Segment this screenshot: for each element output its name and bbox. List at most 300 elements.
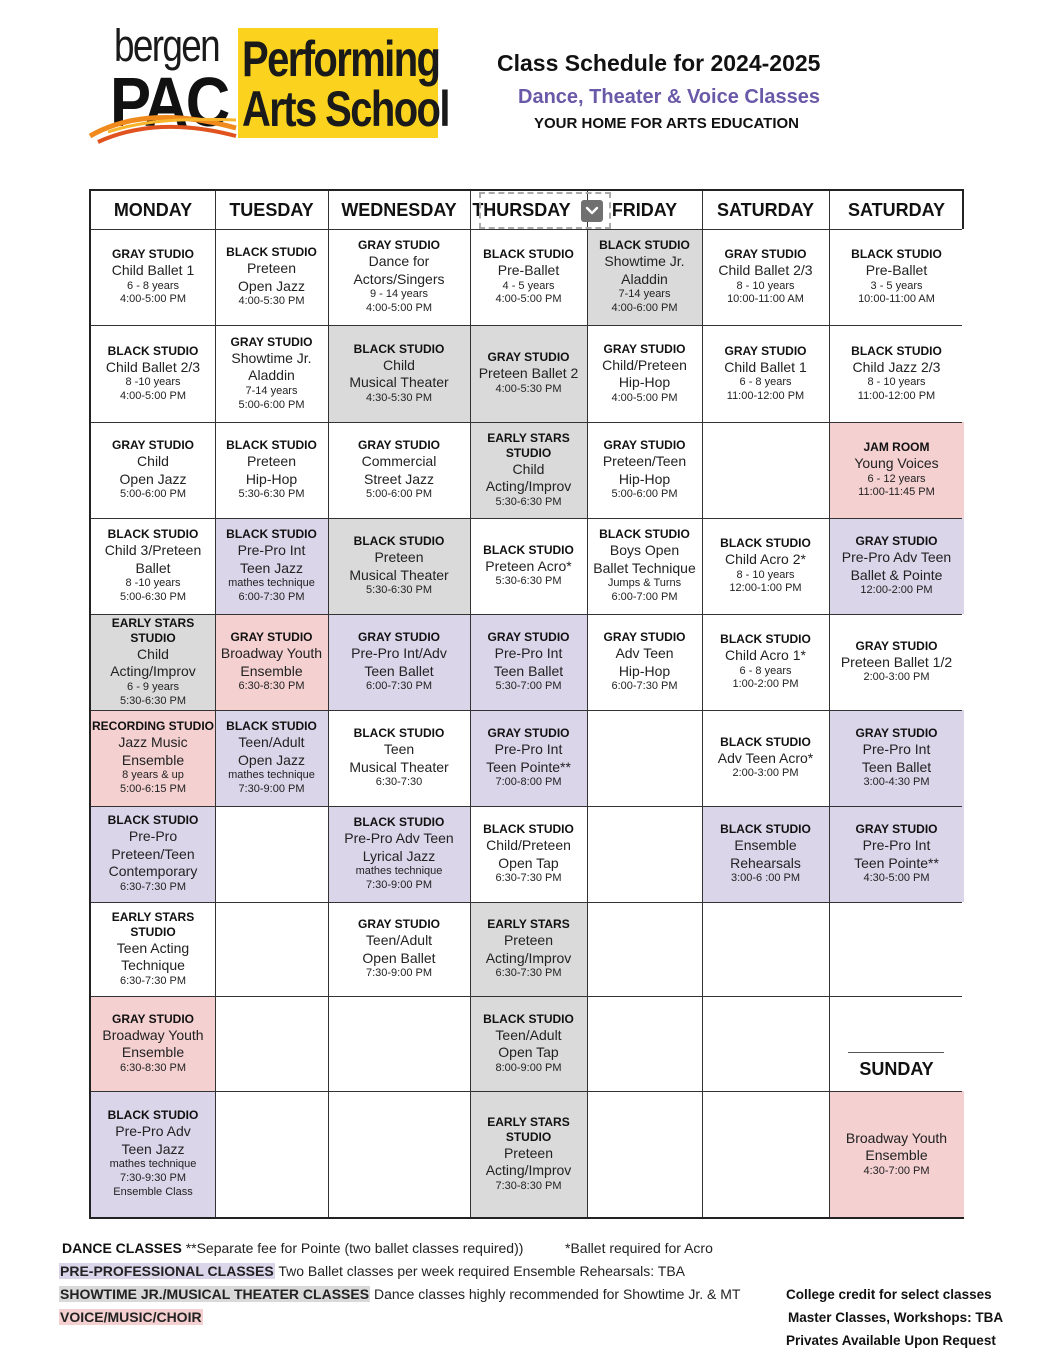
class-detail: 11:00-12:00 PM bbox=[857, 389, 936, 402]
class-detail: 8 - 10 years bbox=[736, 279, 795, 292]
class-detail: 6:00-7:30 PM bbox=[238, 591, 305, 603]
class-cell bbox=[328, 229, 470, 325]
class-detail: 6:30-8:30 PM bbox=[238, 680, 305, 693]
class-cell bbox=[702, 902, 829, 996]
studio-name: BLACK STUDIO bbox=[599, 238, 690, 253]
logo-school-line2: Arts School bbox=[242, 81, 449, 137]
class-cell bbox=[91, 1091, 215, 1217]
day-header-2 bbox=[328, 191, 470, 229]
page-subtitle: Dance, Theater & Voice Classes bbox=[518, 86, 820, 108]
class-cell bbox=[215, 614, 328, 710]
class-detail: Pre-Pro Int bbox=[494, 741, 563, 758]
class-detail: 6 - 9 years bbox=[127, 680, 179, 693]
class-detail: 6:30-7:30 PM bbox=[119, 974, 187, 987]
class-detail: Open Tap bbox=[498, 854, 559, 871]
class-cell bbox=[328, 1091, 470, 1217]
class-detail: 10:00-11:00 AM bbox=[858, 293, 935, 306]
class-detail: Pre-Ballet bbox=[497, 262, 560, 278]
class-detail: Acting/Improv bbox=[485, 1162, 572, 1179]
class-cell bbox=[829, 229, 964, 325]
grid-row-line bbox=[91, 902, 962, 903]
studio-name: BLACK STUDIO bbox=[483, 542, 574, 557]
day-label: SATURDAY bbox=[847, 199, 945, 220]
day-label: WEDNESDAY bbox=[341, 199, 457, 220]
studio-name: EARLY STARS bbox=[487, 1114, 570, 1129]
class-cell bbox=[702, 422, 829, 518]
class-cell bbox=[328, 710, 470, 806]
class-detail: Preteen Ballet 1/2 bbox=[840, 653, 953, 670]
sunday-divider bbox=[848, 1052, 944, 1053]
class-detail: 5:30-7:00 PM bbox=[495, 680, 562, 693]
class-detail: 6:30-7:30 PM bbox=[119, 880, 187, 893]
class-cell bbox=[702, 614, 829, 710]
class-detail: 5:00-6:00 PM bbox=[365, 488, 433, 501]
class-detail: Preteen bbox=[503, 932, 554, 949]
studio-name: EARLY STARS bbox=[487, 430, 570, 445]
class-detail: 10:00-11:00 AM bbox=[727, 293, 804, 306]
class-cell bbox=[829, 1091, 964, 1217]
class-detail: 6:30-8:30 PM bbox=[119, 1061, 187, 1074]
class-cell bbox=[91, 902, 215, 996]
class-detail: Teen/Adult bbox=[365, 932, 433, 949]
class-detail: 6:30-7:30 bbox=[375, 776, 423, 789]
studio-name: RECORDING STUDIO bbox=[91, 719, 214, 734]
logo-bergen-text: bergen bbox=[114, 20, 220, 71]
class-detail: Pre-Pro Int bbox=[862, 837, 931, 854]
day-header-6 bbox=[829, 191, 964, 229]
class-detail: Dance for bbox=[368, 253, 430, 270]
class-cell bbox=[829, 325, 964, 422]
logo-pac-text: PAC bbox=[110, 63, 228, 141]
class-detail: Ensemble bbox=[865, 1147, 928, 1164]
chevron-down-icon[interactable] bbox=[581, 200, 603, 222]
class-detail: 8 -10 years bbox=[125, 577, 181, 590]
class-cell bbox=[470, 1091, 587, 1217]
grid-row-line bbox=[91, 422, 962, 423]
class-cell bbox=[215, 902, 328, 996]
studio-name: GRAY STUDIO bbox=[603, 630, 686, 645]
class-cell bbox=[91, 710, 215, 806]
class-detail: Ensemble bbox=[121, 751, 185, 768]
class-detail: 12:00-1:00 PM bbox=[729, 582, 802, 595]
class-detail: 6:00-7:30 PM bbox=[611, 680, 678, 693]
class-detail: Broadway Youth bbox=[102, 1026, 204, 1043]
class-cell bbox=[829, 422, 964, 518]
class-detail: Hip-Hop bbox=[618, 470, 671, 487]
class-detail: Actors/Singers bbox=[353, 270, 445, 287]
grid-row-line bbox=[91, 806, 962, 807]
studio-name: EARLY STARS STUDIO bbox=[111, 909, 195, 939]
studio-name: BLACK STUDIO bbox=[353, 726, 445, 741]
class-detail: 4:00-5:00 PM bbox=[495, 293, 562, 306]
class-cell bbox=[91, 518, 215, 614]
class-cell bbox=[702, 518, 829, 614]
note-college-credit: College credit for select classes bbox=[786, 1287, 992, 1302]
class-detail: Child bbox=[137, 453, 169, 470]
class-cell bbox=[215, 710, 328, 806]
class-detail: 4:00-6:00 PM bbox=[611, 302, 678, 314]
class-detail: 5:00-6:00 PM bbox=[238, 398, 305, 411]
class-detail: 3:00-4:30 PM bbox=[863, 776, 930, 789]
class-detail: 5:00-6:00 PM bbox=[611, 488, 678, 501]
class-cell bbox=[702, 229, 829, 325]
class-detail: 7-14 years bbox=[245, 384, 298, 397]
class-cell bbox=[587, 422, 702, 518]
class-cell bbox=[215, 1091, 328, 1217]
page-title: Class Schedule for 2024-2025 bbox=[497, 50, 821, 76]
class-detail: 4:00-5:00 PM bbox=[611, 391, 678, 404]
class-cell bbox=[328, 806, 470, 902]
class-cell bbox=[587, 806, 702, 902]
class-detail: 5:30-6:30 PM bbox=[495, 575, 562, 588]
studio-name: GRAY STUDIO bbox=[357, 630, 441, 645]
class-detail: Preteen/Teen bbox=[111, 845, 195, 862]
class-detail: 6:00-7:30 PM bbox=[365, 680, 433, 693]
logo-school-box bbox=[238, 28, 449, 138]
studio-name: BLACK STUDIO bbox=[353, 815, 445, 830]
studio-name: BLACK STUDIO bbox=[226, 438, 317, 453]
class-detail: Teen Jazz bbox=[121, 1140, 185, 1157]
studio-name: GRAY STUDIO bbox=[487, 726, 570, 741]
class-detail: Child Acro 2* bbox=[725, 551, 806, 567]
class-detail: Contemporary bbox=[108, 863, 198, 880]
studio-name: GRAY STUDIO bbox=[230, 334, 313, 349]
class-detail: Child Ballet 2/3 bbox=[718, 262, 813, 278]
class-detail: 6 - 8 years bbox=[739, 376, 792, 388]
class-detail: mathes technique bbox=[228, 577, 315, 590]
class-cell bbox=[587, 229, 702, 325]
class-detail: 6:00-7:00 PM bbox=[611, 591, 678, 603]
legend-showtime-label: SHOWTIME JR./MUSICAL THEATER CLASSES bbox=[60, 1286, 370, 1302]
studio-name: BLACK STUDIO bbox=[720, 536, 811, 550]
studio-name: BLACK STUDIO bbox=[851, 247, 942, 261]
class-cell bbox=[215, 422, 328, 518]
class-detail: 8 - 10 years bbox=[867, 376, 926, 388]
class-detail: 4:00-5:30 PM bbox=[495, 382, 562, 395]
class-cell bbox=[91, 325, 215, 422]
class-detail: Child/Preteen bbox=[602, 356, 687, 373]
class-detail: Open Jazz bbox=[238, 751, 305, 768]
studio-name: GRAY STUDIO bbox=[855, 822, 938, 837]
studio-name: EARLY STARS STUDIO bbox=[111, 615, 195, 645]
class-detail: Preteen bbox=[246, 453, 297, 470]
class-detail: Showtime Jr. bbox=[231, 349, 312, 366]
class-detail: 12:00-2:00 PM bbox=[860, 584, 933, 597]
class-detail: Child Acro 1* bbox=[725, 647, 806, 663]
class-detail: Preteen bbox=[246, 260, 297, 277]
grid-row-line bbox=[91, 614, 962, 615]
class-cell bbox=[328, 996, 470, 1091]
class-cell bbox=[829, 710, 964, 806]
class-detail: Jumps & Turns bbox=[607, 577, 682, 590]
class-detail: Commercial bbox=[361, 453, 437, 470]
studio-name: BLACK STUDIO bbox=[353, 534, 445, 549]
class-detail: 4:00-5:00 PM bbox=[119, 389, 187, 402]
class-cell bbox=[470, 614, 587, 710]
class-detail: Acting/Improv bbox=[485, 478, 572, 495]
class-detail: 11:00-11:45 PM bbox=[858, 486, 935, 499]
class-detail: Open Ballet bbox=[362, 949, 436, 966]
class-detail: 11:00-12:00 PM bbox=[726, 389, 805, 402]
class-detail: Child Ballet 1 bbox=[724, 358, 807, 375]
class-detail: Preteen bbox=[374, 549, 424, 566]
studio-name: GRAY STUDIO bbox=[487, 350, 570, 365]
legend-dance-label: DANCE CLASSES bbox=[62, 1240, 182, 1256]
class-detail: Child/Preteen bbox=[486, 837, 571, 854]
class-detail: Acting/Improv bbox=[110, 663, 196, 680]
class-detail: 4:00-5:00 PM bbox=[365, 302, 433, 314]
studio-name: BLACK STUDIO bbox=[720, 734, 811, 749]
studio-name: JAM ROOM bbox=[863, 440, 930, 454]
schedule-table bbox=[89, 189, 964, 1219]
studio-name: GRAY STUDIO bbox=[855, 638, 938, 653]
class-cell bbox=[829, 518, 964, 614]
class-cell bbox=[470, 422, 587, 518]
class-detail: 7:30-9:00 PM bbox=[365, 879, 433, 891]
studio-name: GRAY STUDIO bbox=[111, 438, 195, 453]
class-detail: 6 - 8 years bbox=[739, 664, 792, 677]
class-detail: Teen Acting bbox=[116, 939, 190, 956]
class-detail: Preteen bbox=[503, 1144, 554, 1161]
class-cell bbox=[328, 422, 470, 518]
class-detail: 4:30-5:30 PM bbox=[365, 391, 433, 404]
class-detail: Child Ballet 2/3 bbox=[105, 358, 201, 375]
class-cell bbox=[470, 518, 587, 614]
class-detail: 4:30-7:00 PM bbox=[863, 1164, 930, 1177]
studio-name: BLACK STUDIO bbox=[107, 527, 199, 542]
class-detail: 3 - 5 years bbox=[870, 279, 923, 292]
class-detail: Aladdin bbox=[621, 270, 668, 287]
studio-name: GRAY STUDIO bbox=[111, 1011, 195, 1026]
day-label: MONDAY bbox=[113, 199, 193, 220]
class-detail: 3:00-6 :00 PM bbox=[730, 872, 801, 885]
studio-name: GRAY STUDIO bbox=[357, 238, 441, 253]
class-detail: 1:00-2:00 PM bbox=[732, 678, 799, 691]
note-privates: Privates Available Upon Request bbox=[786, 1333, 996, 1348]
class-cell bbox=[587, 710, 702, 806]
class-detail: Jazz Music bbox=[118, 734, 188, 751]
class-detail: Open Jazz bbox=[238, 277, 305, 294]
studio-name: BLACK STUDIO bbox=[226, 245, 317, 260]
studio-name: GRAY STUDIO bbox=[855, 726, 938, 741]
class-cell bbox=[215, 325, 328, 422]
class-cell bbox=[91, 422, 215, 518]
bergenpac-logo bbox=[88, 18, 449, 141]
class-detail: Ensemble bbox=[734, 837, 797, 854]
class-cell bbox=[587, 902, 702, 996]
studio-name: BLACK STUDIO bbox=[720, 632, 811, 646]
class-detail: 8 -10 years bbox=[125, 376, 181, 388]
studio-name: BLACK STUDIO bbox=[107, 813, 199, 828]
studio-name: GRAY STUDIO bbox=[357, 917, 441, 932]
class-cell bbox=[328, 325, 470, 422]
class-detail: 5:30-6:30 PM bbox=[365, 584, 433, 597]
class-detail: Showtime Jr. bbox=[604, 253, 685, 270]
class-detail: Ensemble bbox=[121, 1044, 185, 1061]
class-cell bbox=[702, 1091, 829, 1217]
class-detail: 8 years & up bbox=[122, 769, 184, 782]
grid-col-line bbox=[328, 191, 329, 1217]
class-detail: Street Jazz bbox=[363, 470, 435, 487]
day-label: FRIDAY bbox=[611, 199, 678, 220]
class-detail: Preteen/Teen bbox=[602, 453, 687, 470]
class-cell bbox=[215, 229, 328, 325]
class-cell bbox=[470, 229, 587, 325]
class-detail: mathes technique bbox=[228, 769, 315, 782]
studio-name: BLACK STUDIO bbox=[851, 343, 942, 358]
class-detail: Pre-Pro bbox=[128, 828, 178, 845]
class-cell bbox=[587, 996, 702, 1091]
class-cell bbox=[328, 518, 470, 614]
class-detail: mathes technique bbox=[355, 865, 443, 878]
class-detail: Ensemble bbox=[240, 662, 303, 679]
class-cell bbox=[829, 806, 964, 902]
legend-dance bbox=[62, 1240, 523, 1256]
class-detail: Open Tap bbox=[498, 1044, 559, 1061]
class-detail: 4 - 5 years bbox=[502, 279, 555, 292]
class-detail: Teen Jazz bbox=[239, 559, 304, 576]
day-label: TUESDAY bbox=[229, 199, 314, 220]
class-detail: Boys Open bbox=[609, 542, 680, 559]
class-detail: Open Jazz bbox=[119, 470, 187, 487]
legend-prepro-label: PRE-PROFESSIONAL CLASSES bbox=[60, 1263, 274, 1279]
grid-col-line bbox=[470, 191, 471, 1217]
class-detail: 6 - 8 years bbox=[127, 279, 179, 292]
class-detail: Hip-Hop bbox=[618, 374, 671, 391]
class-detail: Pre-Pro Adv Teen bbox=[344, 830, 454, 847]
grid-col-line bbox=[587, 191, 588, 1217]
class-detail: Preteen Acro* bbox=[485, 557, 572, 574]
studio-name: GRAY STUDIO bbox=[724, 343, 807, 358]
day-header-5 bbox=[702, 191, 829, 229]
class-detail: Child 3/Preteen bbox=[104, 542, 202, 559]
class-cell bbox=[470, 710, 587, 806]
class-detail: Teen Ballet bbox=[364, 662, 434, 679]
class-cell bbox=[91, 806, 215, 902]
studio-name: GRAY STUDIO bbox=[603, 438, 686, 453]
class-detail: Child bbox=[137, 645, 169, 662]
class-detail: Teen/Adult bbox=[495, 1026, 562, 1043]
class-detail: Child Jazz 2/3 bbox=[852, 358, 941, 375]
class-cell bbox=[91, 996, 215, 1091]
studio-name: GRAY STUDIO bbox=[357, 438, 441, 453]
class-detail: Ballet Technique bbox=[593, 559, 696, 576]
studio-name: GRAY STUDIO bbox=[487, 630, 570, 645]
class-detail: 8:00-9:00 PM bbox=[495, 1061, 562, 1074]
class-detail: Ensemble Class bbox=[113, 1185, 193, 1198]
class-detail: 7-14 years bbox=[618, 288, 671, 301]
grid-col-line bbox=[829, 191, 830, 1217]
class-detail: 2:00-3:00 PM bbox=[732, 767, 799, 780]
class-detail: Young Voices bbox=[854, 455, 939, 471]
class-detail: Preteen Ballet 2 bbox=[478, 365, 579, 382]
class-detail: Teen Pointe** bbox=[486, 758, 571, 775]
class-cell bbox=[587, 518, 702, 614]
class-detail: Hip-Hop bbox=[618, 662, 671, 679]
class-detail: Child bbox=[512, 460, 545, 477]
legend-prepro-note: Two Ballet classes per week required Ensemble Rehearsals: TBA bbox=[278, 1263, 686, 1279]
studio-name: GRAY STUDIO bbox=[111, 247, 195, 261]
class-cell bbox=[215, 518, 328, 614]
day-header-0 bbox=[91, 191, 215, 229]
class-cell bbox=[215, 806, 328, 902]
legend-showtime-note: Dance classes highly recommended for Showtime Jr. & MT bbox=[373, 1286, 741, 1302]
class-detail: Pre-Pro Adv bbox=[115, 1123, 191, 1140]
class-detail: 9 - 14 years bbox=[369, 288, 429, 301]
day-label: SATURDAY bbox=[716, 199, 814, 220]
grid-row-line bbox=[91, 1091, 962, 1092]
class-detail: 5:30-6:30 PM bbox=[119, 694, 187, 707]
class-detail: Musical Theater bbox=[349, 566, 449, 583]
legend-dance-note: **Separate fee for Pointe (two ballet classes required)) bbox=[185, 1240, 524, 1256]
class-detail: Child Ballet 1 bbox=[111, 262, 195, 278]
class-detail: STUDIO bbox=[505, 1129, 552, 1144]
studio-name: BLACK STUDIO bbox=[226, 719, 317, 734]
class-detail: Musical Theater bbox=[349, 374, 449, 391]
class-detail: Adv Teen Acro* bbox=[717, 749, 814, 766]
class-detail: 5:00-6:00 PM bbox=[119, 488, 187, 501]
page-tagline: YOUR HOME FOR ARTS EDUCATION bbox=[534, 115, 799, 132]
class-detail: 5:00-6:15 PM bbox=[119, 783, 187, 795]
legend-acro-note: *Ballet required for Acro bbox=[565, 1240, 713, 1256]
studio-name: BLACK STUDIO bbox=[483, 1011, 574, 1026]
class-detail: 6 - 12 years bbox=[867, 472, 926, 485]
class-detail: Pre-Ballet bbox=[865, 262, 928, 278]
class-detail: Teen/Adult bbox=[238, 734, 305, 751]
class-detail: Pre-Pro Adv Teen bbox=[841, 549, 952, 566]
class-detail: Pre-Pro Int bbox=[862, 741, 931, 758]
logo-swoosh-icon bbox=[88, 106, 238, 146]
class-cell bbox=[470, 902, 587, 996]
class-detail: 4:30-5:00 PM bbox=[863, 872, 930, 885]
class-detail: Teen Pointe** bbox=[854, 854, 939, 871]
studio-name: BLACK STUDIO bbox=[353, 341, 445, 356]
class-detail: Ballet & Pointe bbox=[850, 566, 943, 583]
note-master-classes: Master Classes, Workshops: TBA bbox=[788, 1310, 1004, 1325]
studio-name: BLACK STUDIO bbox=[720, 822, 811, 837]
day-header-1 bbox=[215, 191, 328, 229]
class-cell bbox=[328, 902, 470, 996]
class-detail: Technique bbox=[121, 957, 185, 974]
class-detail: Child bbox=[383, 356, 415, 373]
studio-name: GRAY STUDIO bbox=[855, 534, 938, 549]
grid-col-line bbox=[702, 191, 703, 1217]
studio-name: GRAY STUDIO bbox=[724, 247, 807, 261]
class-cell bbox=[470, 325, 587, 422]
class-cell bbox=[328, 614, 470, 710]
class-detail: Lyrical Jazz bbox=[362, 847, 436, 864]
logo-school-line1: Performing bbox=[242, 31, 440, 87]
studio-name: GRAY STUDIO bbox=[230, 630, 313, 645]
class-detail: 5:30-6:30 PM bbox=[238, 488, 305, 501]
studio-name: BLACK STUDIO bbox=[226, 527, 317, 542]
class-cell bbox=[702, 325, 829, 422]
grid-row-line bbox=[91, 996, 962, 997]
class-detail: Adv Teen bbox=[615, 645, 674, 662]
class-detail: 5:30-6:30 PM bbox=[495, 495, 562, 508]
studio-name: BLACK STUDIO bbox=[107, 1108, 199, 1123]
class-detail: Teen Ballet bbox=[493, 662, 564, 679]
grid-col-line bbox=[215, 191, 216, 1217]
class-cell bbox=[829, 902, 964, 996]
class-detail: Broadway Youth bbox=[220, 645, 323, 662]
legend-showtime bbox=[59, 1286, 740, 1302]
class-cell bbox=[587, 614, 702, 710]
class-cell bbox=[702, 996, 829, 1091]
class-detail: Aladdin bbox=[248, 367, 295, 384]
grid-row-line bbox=[91, 710, 962, 711]
class-detail: STUDIO bbox=[505, 445, 552, 460]
